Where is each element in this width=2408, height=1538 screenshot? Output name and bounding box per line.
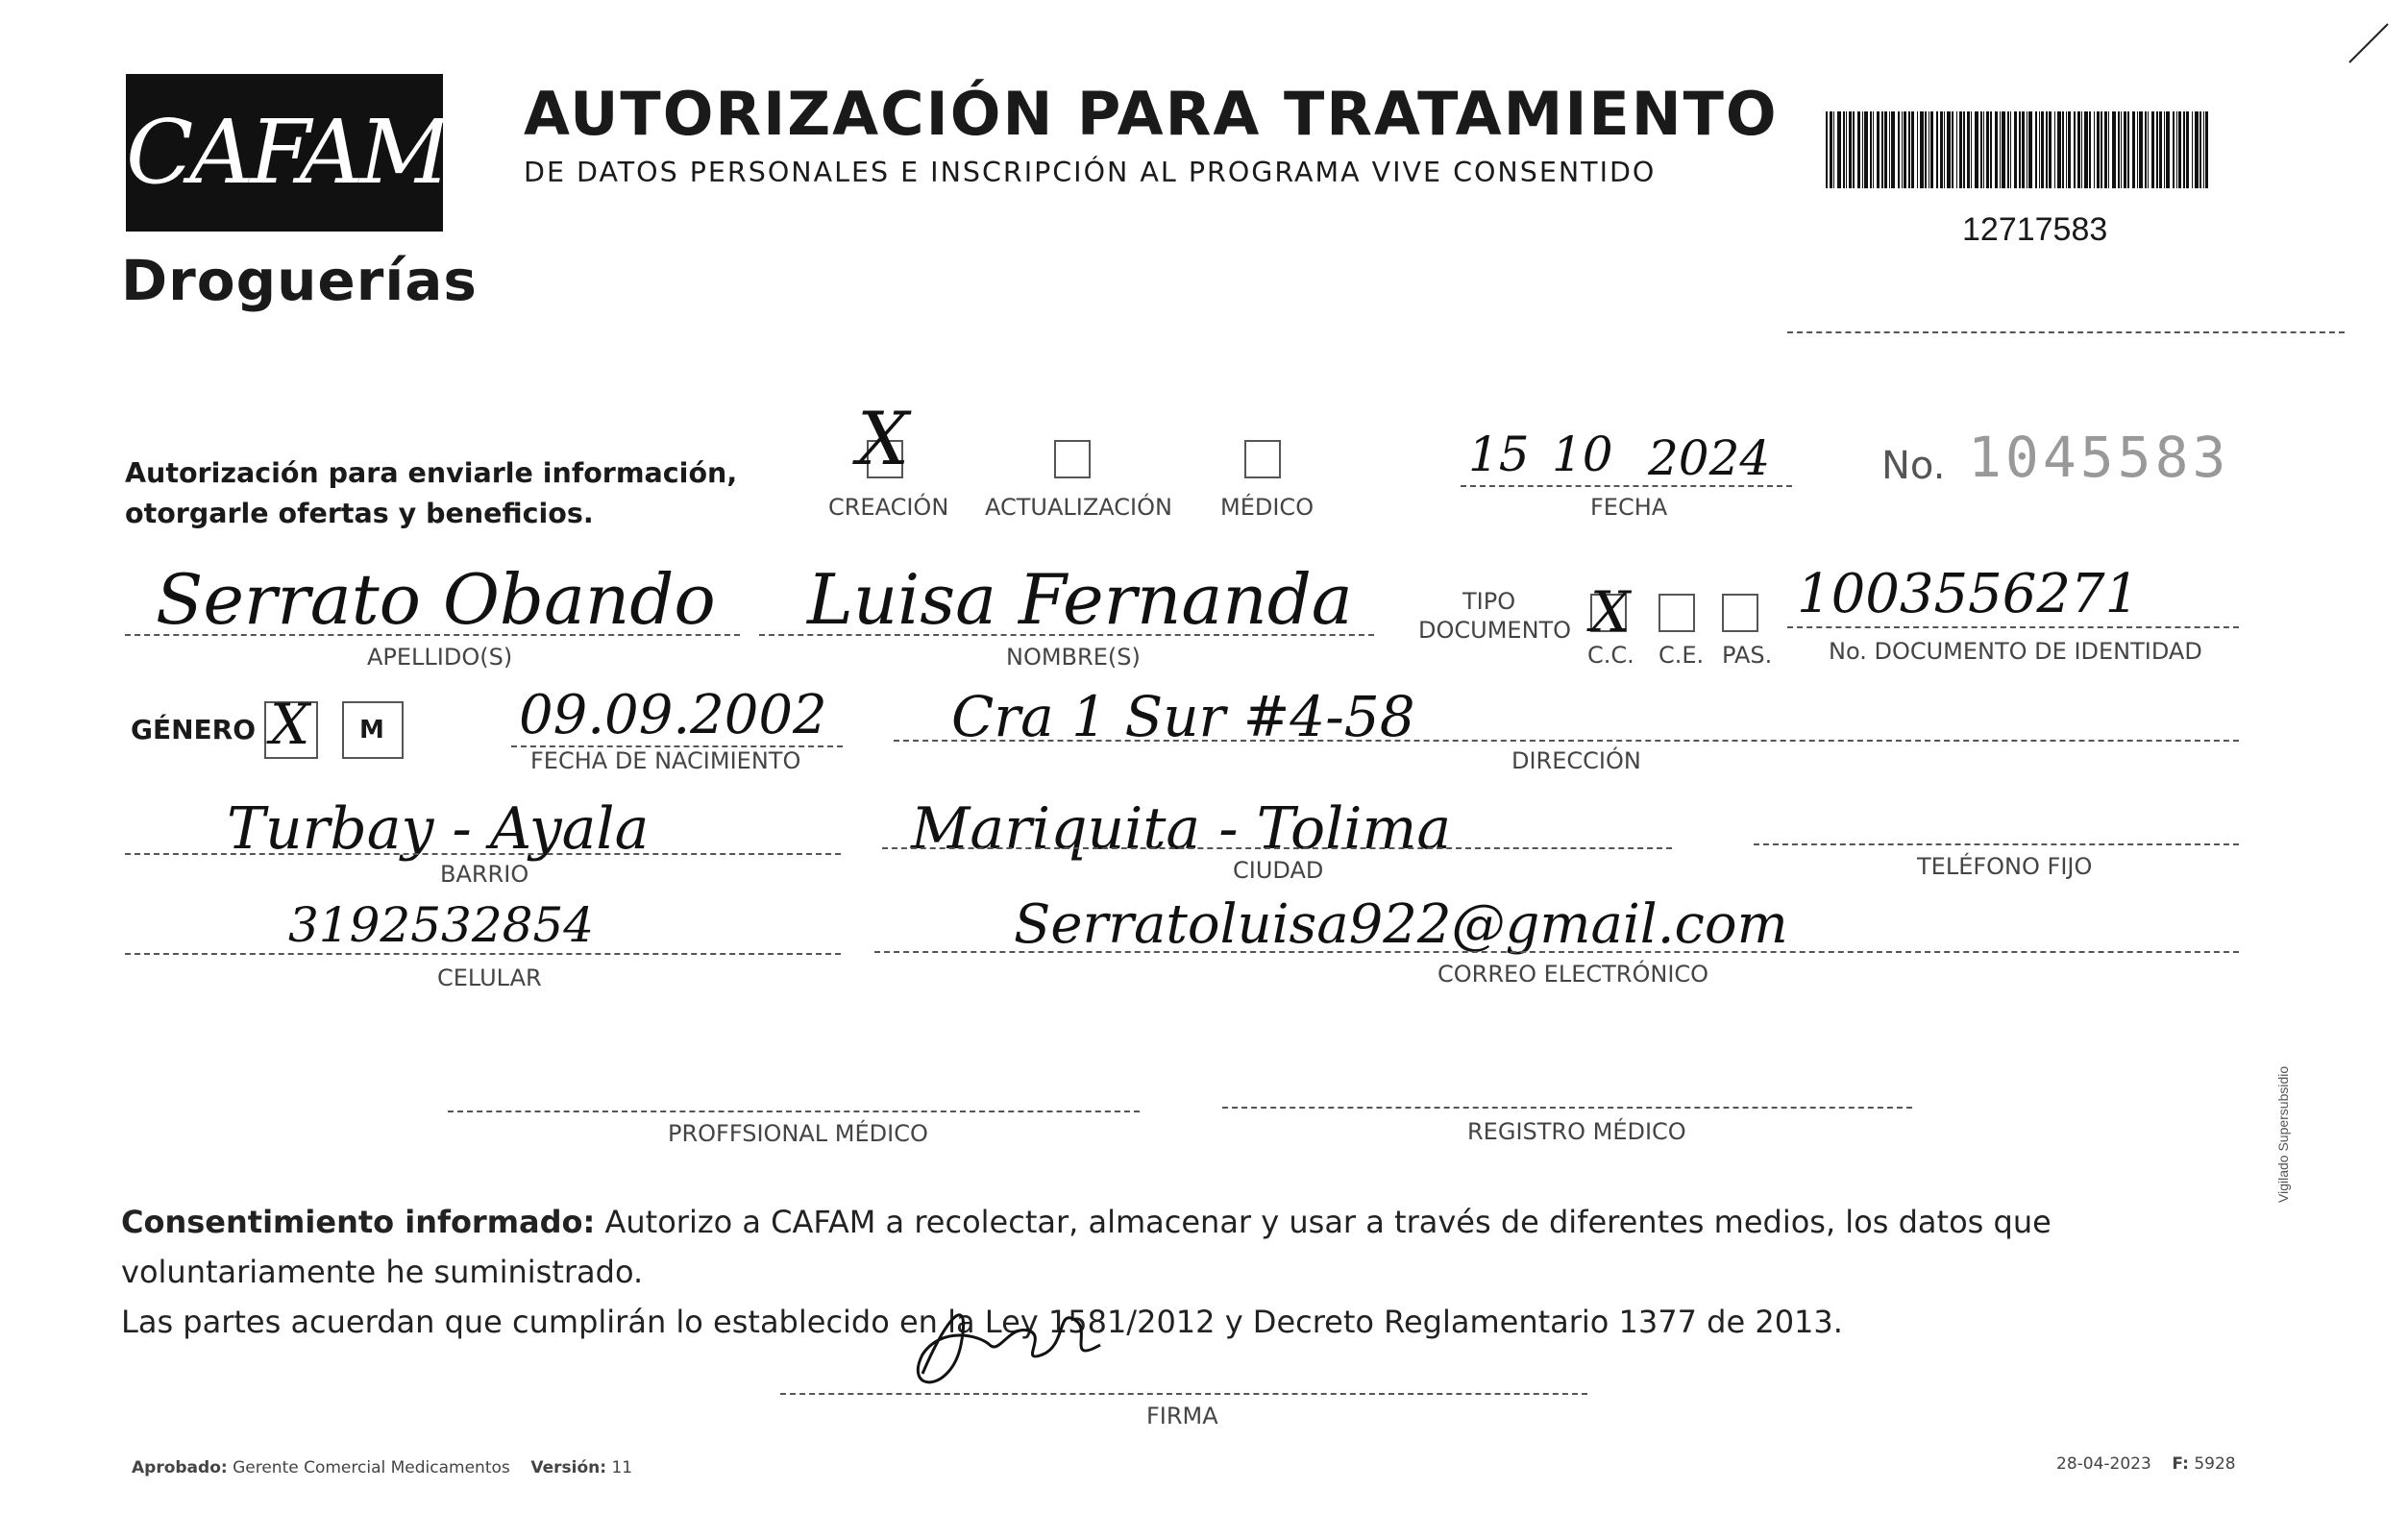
barcode-bar [2203,111,2204,188]
nacimiento-value: 09.09.2002 [519,684,827,746]
barcode-bar [1975,111,1978,188]
barcode-bar [1826,111,1828,188]
aprobado-label: Aprobado: [132,1458,228,1477]
barcode-bar [1917,111,1918,188]
ciudad-line [882,847,1672,849]
barcode-bar [1904,111,1906,188]
barcode-bar [1967,111,1970,188]
nombres-line [759,634,1374,636]
barcode-bar [1947,111,1951,188]
barcode-bar [2159,111,2162,188]
corner-mark-icon [2345,19,2393,67]
barcode-bar [1952,111,1953,188]
celular-label: CELULAR [437,964,542,991]
consent-paragraph [121,1197,2264,1347]
barcode-bar [2002,111,2005,188]
barcode-bar [1971,111,1972,188]
barcode-bar [2039,111,2040,188]
celular-value: 3192532854 [288,897,595,953]
header-divider [1787,331,2345,333]
fecha-label: FECHA [1590,494,1668,521]
barcode-bar [2192,111,2193,188]
fecha-day: 15 [1468,427,1530,482]
barcode-bar [2112,111,2116,188]
barcode-bar [1846,111,1847,188]
barcode-bar [2094,111,2095,188]
footer-f-value: 5928 [2194,1454,2236,1474]
barcode-bar [2010,111,2011,188]
direccion-line [894,740,2239,742]
footer-left [132,1458,632,1477]
barcode-bar [1870,111,1872,188]
apellidos-line [125,634,740,636]
creacion-mark: X [857,396,910,481]
barcode-bar [1920,111,1924,188]
barcode-bar [2178,111,2181,188]
barcode-bar [1940,111,1943,188]
barrio-label: BARRIO [440,861,529,888]
barrio-value: Turbay - Ayala [227,795,650,863]
apellidos-label: APELLIDO(S) [367,644,513,671]
version-value: 11 [611,1458,633,1477]
consent-text-1: Autorizo a CAFAM a recolectar, almacenar y usar a través de diferentes medios, los datos que voluntariamente he suministrado. [121,1204,2052,1290]
direccion-label: DIRECCIÓN [1511,747,1641,774]
barcode-bar [2164,111,2165,188]
barcode-bar [2118,111,2120,188]
doc-number-label: No. DOCUMENTO DE IDENTIDAD [1829,638,2202,665]
barcode-bar [2014,111,2017,188]
footer-f-label: F: [2172,1454,2189,1474]
doc-number-value: 1003556271 [1797,563,2140,625]
logo-subtitle: Droguerías [121,248,478,313]
genero-label: GÉNERO [131,714,257,745]
actualizacion-checkbox[interactable] [1054,440,1091,478]
barcode-bar [2046,111,2048,188]
barcode-bar [1925,111,1927,188]
barcode-bar [1936,111,1938,188]
correo-line [874,951,2239,953]
barcode-bar [2028,111,2032,188]
intro-line-1: Autorización para enviarle información, [125,457,738,489]
barcode-bar [2139,111,2143,188]
barcode-bar [2054,111,2055,188]
barcode-bar [1837,111,1841,188]
barcode-bar [1983,111,1984,188]
barcode-icon [1826,111,2210,188]
barcode-bar [1853,111,1855,188]
barcode-bar [2104,111,2107,188]
ciudad-label: CIUDAD [1233,857,1324,884]
vigilado-text: Vigilado Supersubsidio [2275,1065,2291,1203]
barcode-bar [1995,111,1998,188]
barcode-bar [2084,111,2088,188]
barcode-number: 12717583 [1962,211,2108,248]
barcode-bar [2132,111,2135,188]
barrio-line [125,853,841,855]
barcode-bar [1864,111,1868,188]
numero-label: No. [1881,444,1946,488]
consent-heading: Consentimiento informado: [121,1204,596,1240]
barcode-bar [1881,111,1883,188]
barcode-bar [2151,111,2154,188]
registro-label: REGISTRO MÉDICO [1467,1118,1686,1145]
barcode-bar [2124,111,2126,188]
barcode-bar [1902,111,1903,188]
pas-checkbox[interactable] [1722,594,1758,632]
profesional-line [448,1111,1140,1112]
barcode-bar [2148,111,2149,188]
fecha-line [1461,485,1792,487]
barcode-bar [2173,111,2175,188]
cc-label: C.C. [1587,642,1634,669]
barcode-bar [1911,111,1914,188]
barcode-bar [2000,111,2001,188]
barcode-bar [2066,111,2067,188]
telefono-label: TELÉFONO FIJO [1917,853,2093,880]
footer-date: 28-04-2023 [2056,1454,2151,1474]
nombres-value: Luisa Fernanda [807,559,1353,640]
firma-line [780,1393,1587,1395]
barcode-bar [2183,111,2185,188]
barcode-bar [1889,111,1890,188]
barcode-bar [2019,111,2021,188]
ciudad-value: Mariquita - Tolima [911,795,1452,863]
barcode-bar [1884,111,1887,188]
barcode-bar [2186,111,2189,188]
documento-label: DOCUMENTO [1418,617,1572,644]
barcode-bar [1930,111,1933,188]
barcode-bar [1898,111,1900,188]
barcode-bar [1959,111,1962,188]
barcode-bar [2097,111,2100,188]
aprobado-value: Gerente Comercial Medicamentos [233,1458,510,1477]
barcode-bar [2101,111,2102,188]
barcode-bar [1849,111,1852,188]
barcode-bar [1963,111,1965,188]
correo-label: CORREO ELECTRÓNICO [1437,961,1709,988]
barcode-bar [1956,111,1957,188]
barcode-bar [1862,111,1863,188]
nombres-label: NOMBRE(S) [1006,644,1141,671]
barcode-bar [2068,111,2071,188]
barcode-bar [1843,111,1845,188]
cc-mark: X [1590,579,1631,645]
barcode-bar [1830,111,1832,188]
barcode-bar [1986,111,1989,188]
barcode-bar [1857,111,1860,188]
barcode-bar [2081,111,2082,188]
profesional-label: PROFFSIONAL MÉDICO [668,1120,928,1147]
direccion-value: Cra 1 Sur #4-58 [951,684,1415,749]
barcode-bar [1980,111,1982,188]
apellidos-value: Serrato Obando [156,559,716,640]
barcode-bar [2156,111,2158,188]
intro-line-2: otorgarle ofertas y beneficios. [125,498,594,529]
barcode-bar [2108,111,2109,188]
barcode-bar [2137,111,2138,188]
firma-label: FIRMA [1146,1403,1218,1429]
barcode-bar [2049,111,2052,188]
footer-right [2056,1454,2236,1474]
barcode-bar [1873,111,1874,188]
tipo-label: TIPO [1462,588,1516,615]
barcode-bar [2077,111,2080,188]
barcode-bar [1877,111,1880,188]
fecha-month: 10 [1552,427,1613,482]
barcode-bar [2195,111,2199,188]
genero-m-label: M [359,716,384,745]
consent-text-2: Las partes acuerdan que cumplirán lo establecido en la Ley 1581/2012 y Decreto Reglamentario 1377 de 2013. [121,1304,1843,1340]
creacion-label: CREACIÓN [828,494,949,521]
barcode-bar [1990,111,1992,188]
genero-f-mark: X [270,692,310,757]
pas-label: PAS. [1722,642,1773,669]
barcode-bar [2199,111,2201,188]
barcode-bar [2035,111,2037,188]
ce-checkbox[interactable] [1659,594,1695,632]
form-title: AUTORIZACIÓN PARA TRATAMIENTO [524,79,1779,149]
nacimiento-label: FECHA DE NACIMIENTO [530,747,801,774]
medico-label: MÉDICO [1220,494,1315,521]
barcode-bar [2166,111,2170,188]
barcode-bar [2145,111,2147,188]
ce-label: C.E. [1659,642,1705,669]
correo-value: Serratoluisa922@gmail.com [1014,893,1788,956]
telefono-line [1754,843,2239,845]
version-label: Versión: [530,1458,607,1477]
barcode-bar [2022,111,2025,188]
barcode-bar [2074,111,2076,188]
form-subtitle: DE DATOS PERSONALES E INSCRIPCIÓN AL PROGRAMA VIVE CONSENTIDO [524,157,1657,188]
barcode-bar [1891,111,1895,188]
doc-number-line [1787,626,2239,628]
barcode-bar [2041,111,2044,188]
barcode-bar [1944,111,1945,188]
barcode-bar [2127,111,2129,188]
registro-line [1222,1107,1912,1109]
barcode-bar [2205,111,2208,188]
barcode-bar [2176,111,2177,188]
barcode-bar [1908,111,1910,188]
barcode-bar [2089,111,2091,188]
barcode-bar [1833,111,1834,188]
numero-value: 1045583 [1968,425,2230,490]
intro-text [125,453,737,534]
barcode-bar [2007,111,2009,188]
barcode-bar [2057,111,2061,188]
cafam-logo: CAFAM [126,101,447,204]
celular-line [125,953,841,955]
barcode-bar [2062,111,2064,188]
actualizacion-label: ACTUALIZACIÓN [985,494,1172,521]
fecha-year: 2024 [1648,430,1771,486]
barcode-bar [2121,111,2122,188]
medico-checkbox[interactable] [1244,440,1281,478]
signature-icon [884,1287,1115,1403]
